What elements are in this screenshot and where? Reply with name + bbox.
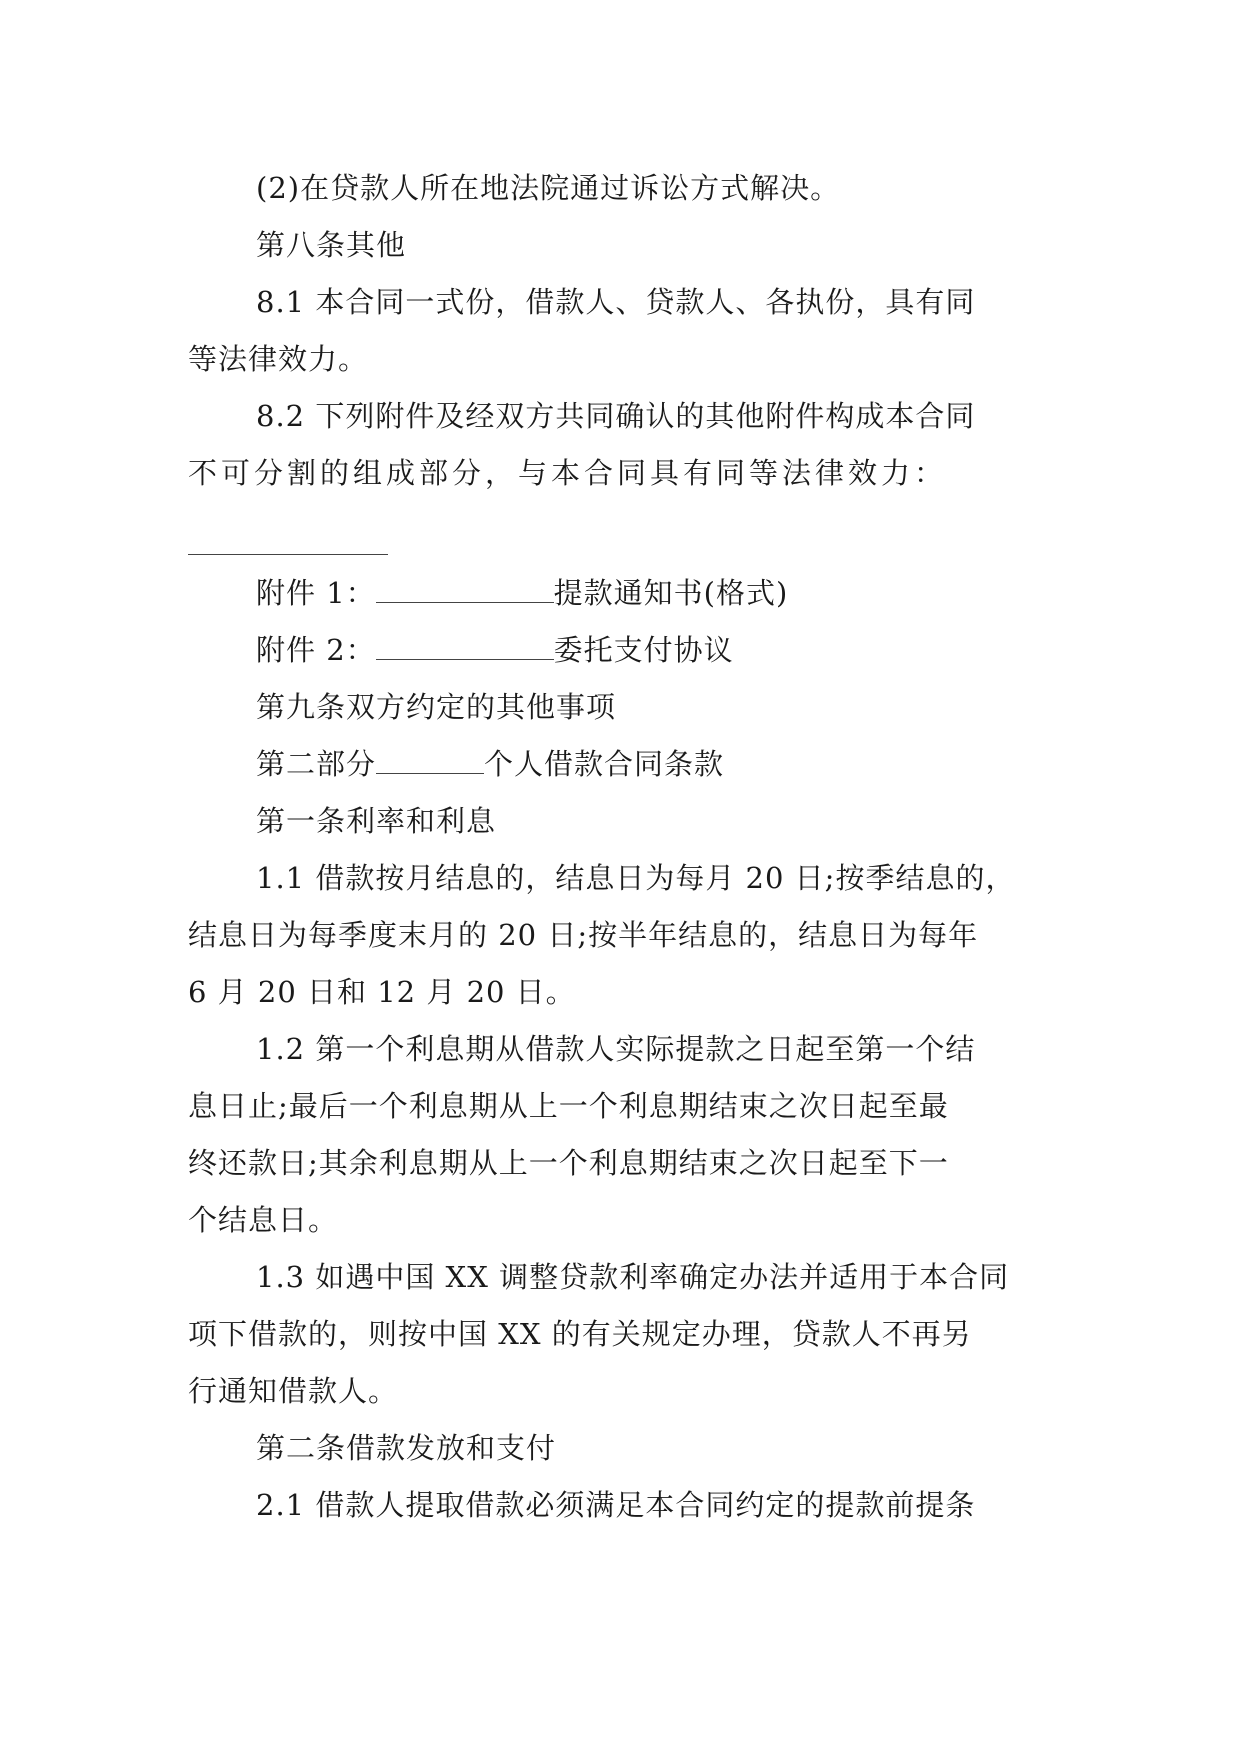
- part-label: 第二部分: [256, 747, 377, 781]
- paragraph-line: 个结息日。: [188, 1203, 339, 1237]
- paragraph-line: 行通知借款人。: [188, 1374, 399, 1408]
- paragraph-line: 1.3 如遇中国 XX 调整贷款利率确定办法并适用于本合同: [256, 1260, 1010, 1294]
- paragraph-line: 1.2 第一个利息期从借款人实际提款之日起至第一个结: [256, 1032, 976, 1066]
- section-heading: 第二条借款发放和支付: [256, 1431, 557, 1465]
- attachment-1-label: 附件 1：: [256, 576, 376, 610]
- attachment-2-label: 附件 2：: [256, 633, 376, 667]
- paragraph-line: 不可分割的组成部分，与本合同具有同等法律效力：: [188, 456, 948, 490]
- blank-line-spacer: [188, 502, 1053, 544]
- paragraph-line: 项下借款的，则按中国 XX 的有关规定办理，贷款人不再另: [188, 1317, 972, 1351]
- attachment-2-line: [188, 622, 1053, 679]
- attachment-1-line: [188, 565, 1053, 622]
- paragraph-line: 1.1 借款按月结息的，结息日为每月 20 日;按季结息的，: [256, 861, 1016, 895]
- document-page: [188, 160, 1053, 1534]
- part-heading: [188, 736, 1053, 793]
- part-title: 个人借款合同条款: [484, 747, 725, 781]
- attachment-2-blank: [376, 641, 554, 660]
- paragraph-line: 2.1 借款人提取借款必须满足本合同约定的提款前提条: [256, 1488, 976, 1522]
- section-heading: 第九条双方约定的其他事项: [256, 690, 617, 724]
- attachment-2-title: 委托支付协议: [553, 633, 734, 667]
- paragraph-line: 终还款日;其余利息期从上一个利息期结束之次日起至下一: [188, 1146, 949, 1180]
- attachment-1-title: 提款通知书(格式): [553, 576, 789, 610]
- section-heading: 第八条其他: [256, 228, 407, 262]
- blank-underline: [188, 544, 388, 555]
- paragraph-line: 结息日为每季度末月的 20 日;按半年结息的，结息日为每年: [188, 918, 979, 952]
- paragraph-line: 8.1 本合同一式份，借款人、贷款人、各执份，具有同: [256, 285, 976, 319]
- paragraph-line: 等法律效力。: [188, 342, 369, 376]
- part-blank: [376, 755, 484, 774]
- attachment-1-blank: [376, 584, 554, 603]
- paragraph-line: 6 月 20 日和 12 月 20 日。: [188, 975, 576, 1009]
- paragraph-line: 息日止;最后一个利息期从上一个利息期结束之次日起至最: [188, 1089, 949, 1123]
- paragraph-line: 8.2 下列附件及经双方共同确认的其他附件构成本合同: [256, 399, 976, 433]
- section-heading: 第一条利率和利息: [256, 804, 497, 838]
- paragraph-line: (2)在贷款人所在地法院通过诉讼方式解决。: [256, 171, 841, 205]
